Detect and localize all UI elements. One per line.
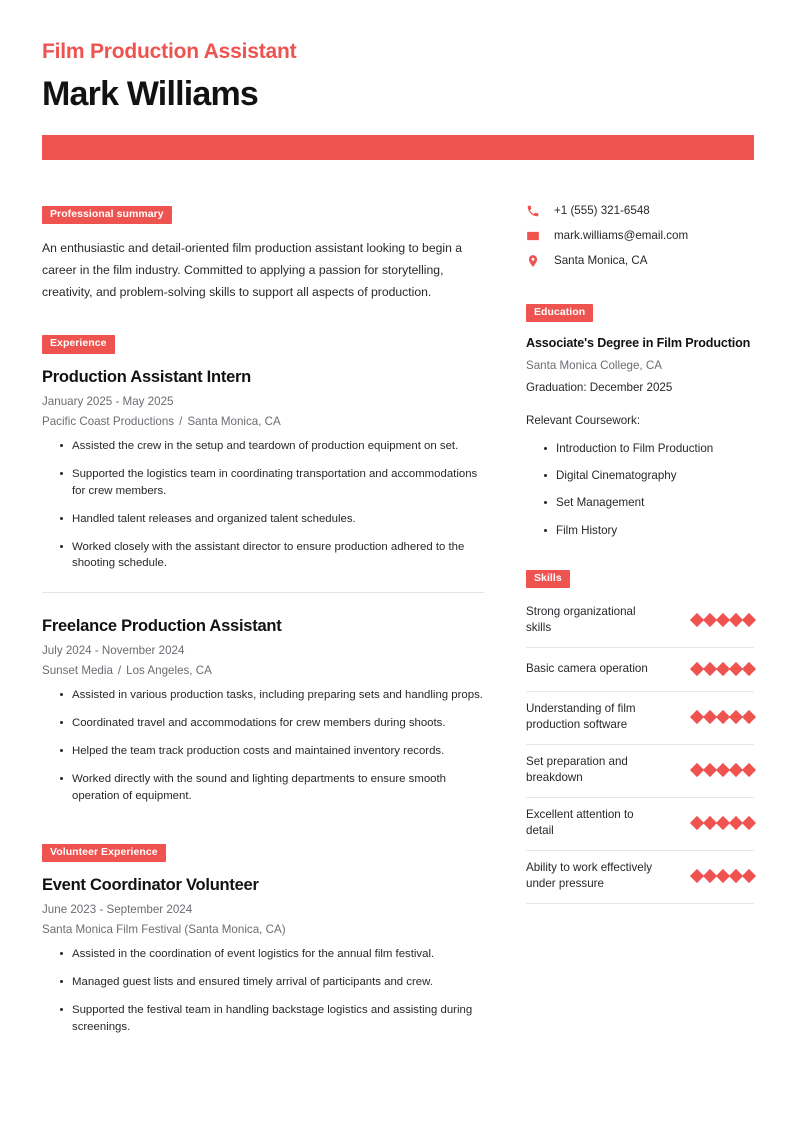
rating-diamond	[742, 869, 756, 883]
rating-diamond	[729, 816, 743, 830]
entry-bullet-list	[42, 946, 484, 1036]
section-badge-summary: Professional summary	[42, 206, 172, 225]
course-item: Introduction to Film Production	[544, 441, 754, 456]
skill-row	[526, 692, 754, 745]
contact-phone-value: +1 (555) 321-6548	[554, 204, 650, 218]
skill-name: Understanding of film production software	[526, 702, 636, 732]
section-badge-volunteer: Volunteer Experience	[42, 844, 166, 863]
volunteer-entry	[42, 876, 484, 1036]
entry-separator: /	[179, 415, 183, 429]
rating-diamond	[690, 613, 704, 627]
section-skills	[526, 568, 754, 904]
rating-diamond	[716, 816, 730, 830]
skill-name: Basic camera operation	[526, 661, 648, 675]
section-badge-experience: Experience	[42, 335, 115, 354]
entry-bullet: Coordinated travel and accommodations for crew members during shoots.	[60, 715, 484, 732]
section-volunteer-experience	[42, 842, 484, 1036]
entry-organization: Santa Monica Film Festival (Santa Monica, CA)	[42, 923, 286, 937]
skill-rating	[684, 615, 754, 625]
candidate-name: Mark Williams	[42, 75, 259, 114]
contact-item-location[interactable]	[526, 254, 754, 268]
entry-bullet-list	[42, 687, 484, 804]
entry-bullet: Worked directly with the sound and lighting departments to ensure smooth operation of equipment.	[60, 771, 484, 805]
entry-bullet: Handled talent releases and organized talent schedules.	[60, 511, 484, 528]
rating-diamond	[742, 613, 756, 627]
entry-title: Production Assistant Intern	[42, 368, 251, 387]
contact-item-email[interactable]	[526, 229, 754, 243]
entry-bullet: Managed guest lists and ensured timely arrival of participants and crew.	[60, 974, 484, 991]
location-pin-icon	[526, 254, 543, 268]
skill-row	[526, 745, 754, 798]
section-experience	[42, 333, 484, 804]
skills-list	[526, 602, 754, 904]
coursework-label: Relevant Coursework:	[526, 414, 641, 428]
rating-diamond	[729, 763, 743, 777]
section-badge-skills: Skills	[526, 570, 570, 589]
rating-diamond	[703, 710, 717, 724]
skill-rating	[684, 712, 754, 722]
entry-divider	[42, 592, 484, 593]
rating-diamond	[703, 816, 717, 830]
rating-diamond	[716, 613, 730, 627]
entry-bullet: Helped the team track production costs and maintained inventory records.	[60, 743, 484, 760]
entry-dates: June 2023 - September 2024	[42, 903, 193, 917]
entry-bullet-list	[42, 438, 484, 572]
section-professional-summary	[42, 204, 484, 304]
header-accent-bar	[42, 135, 754, 160]
rating-diamond	[690, 763, 704, 777]
entry-bullet: Worked closely with the assistant director to ensure production adhered to the shooting schedule.	[60, 539, 484, 573]
entry-separator: /	[117, 664, 122, 678]
entry-title: Freelance Production Assistant	[42, 617, 282, 636]
section-badge-education: Education	[526, 304, 593, 323]
entry-organization	[42, 664, 484, 677]
rating-diamond	[716, 710, 730, 724]
rating-diamond	[690, 710, 704, 724]
education-graduation: Graduation: December 2025	[526, 381, 673, 395]
skill-rating	[684, 871, 754, 881]
entry-bullet: Assisted the crew in the setup and teardown of production equipment on set.	[60, 438, 484, 455]
skill-name: Ability to work effectively under pressure	[526, 861, 653, 890]
entry-bullet: Supported the logistics team in coordinating transportation and accommodations for crew members.	[60, 466, 484, 500]
experience-entry	[42, 368, 484, 572]
resume-body	[42, 204, 754, 1047]
resume-header	[42, 40, 754, 160]
skill-rating	[684, 765, 754, 775]
right-column	[512, 204, 754, 904]
contact-item-phone[interactable]	[526, 204, 754, 218]
skill-row	[526, 648, 754, 692]
skill-name: Excellent attention to detail	[526, 808, 634, 838]
rating-diamond	[729, 710, 743, 724]
section-education	[526, 302, 754, 538]
rating-diamond	[703, 613, 717, 627]
entry-location: Santa Monica, CA	[187, 415, 281, 429]
entry-organization	[42, 415, 484, 428]
coursework-list	[526, 441, 754, 537]
rating-diamond	[742, 662, 756, 676]
rating-diamond	[742, 763, 756, 777]
entry-bullet: Assisted in various production tasks, including preparing sets and handling props.	[60, 687, 484, 704]
rating-diamond	[703, 763, 717, 777]
job-title: Film Production Assistant	[42, 40, 297, 63]
course-item: Digital Cinematography	[544, 468, 754, 483]
summary-text: An enthusiastic and detail-oriented film production assistant looking to begin a career in the film industry. Committed to applying a passion for storytelling, creativity, and problem-solving skills to support all aspects of production.	[42, 241, 463, 299]
skill-row	[526, 851, 754, 904]
entry-company: Sunset Media	[42, 664, 113, 678]
entry-dates: July 2024 - November 2024	[42, 644, 185, 658]
entry-bullet: Supported the festival team in handling backstage logistics and assisting during screenings.	[60, 1002, 484, 1036]
skill-rating	[684, 664, 754, 674]
skill-row	[526, 602, 754, 648]
contact-location-value: Santa Monica, CA	[554, 254, 648, 268]
entry-dates: January 2025 - May 2025	[42, 395, 174, 409]
rating-diamond	[716, 763, 730, 777]
left-column	[42, 204, 512, 1047]
education-school: Santa Monica College, CA	[526, 359, 662, 373]
contact-list	[526, 204, 754, 268]
skill-name: Set preparation and breakdown	[526, 755, 628, 785]
rating-diamond	[742, 710, 756, 724]
skill-row	[526, 798, 754, 851]
envelope-icon	[526, 229, 543, 243]
rating-diamond	[729, 613, 743, 627]
phone-icon	[526, 204, 543, 218]
entry-location: Los Angeles, CA	[126, 664, 212, 678]
skill-name: Strong organizational skills	[526, 605, 636, 635]
education-degree: Associate's Degree in Film Production	[526, 336, 751, 351]
entry-company: Pacific Coast Productions	[42, 415, 175, 429]
experience-entry	[42, 617, 484, 804]
entry-bullet: Assisted in the coordination of event logistics for the annual film festival.	[60, 946, 484, 963]
skill-rating	[684, 818, 754, 828]
rating-diamond	[690, 816, 704, 830]
rating-diamond	[742, 816, 756, 830]
course-item: Set Management	[544, 495, 754, 510]
entry-title: Event Coordinator Volunteer	[42, 876, 259, 895]
course-item: Film History	[544, 523, 754, 538]
contact-email-value: mark.williams@email.com	[554, 229, 689, 243]
section-spacer	[42, 816, 484, 842]
